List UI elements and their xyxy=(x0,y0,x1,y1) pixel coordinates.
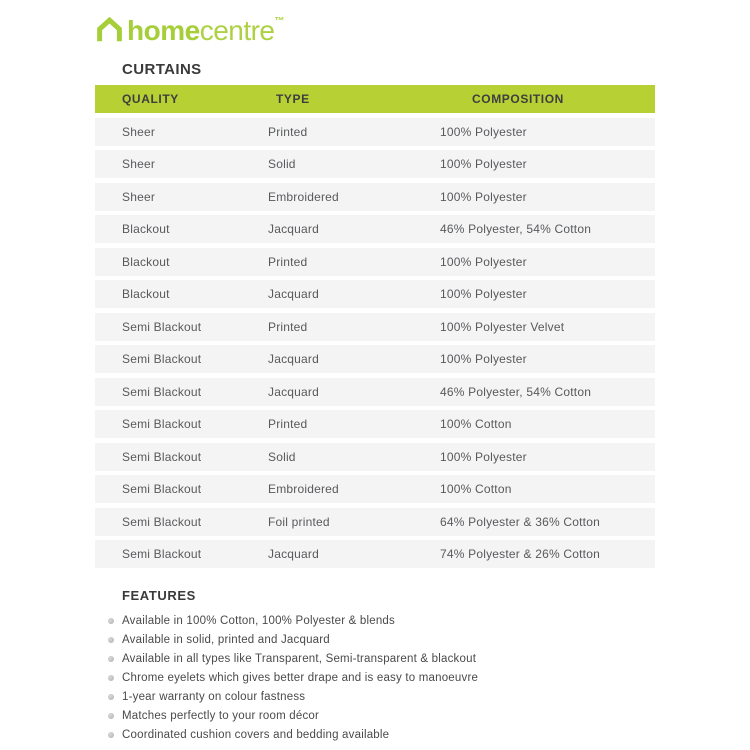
list-item xyxy=(95,631,655,650)
list-item xyxy=(95,688,655,707)
table-row xyxy=(95,183,655,211)
feature-text: Available in solid, printed and Jacquard xyxy=(122,634,330,646)
page-title: CURTAINS xyxy=(122,61,202,78)
cell-type: Jacquard xyxy=(268,352,319,366)
column-header-composition: COMPOSITION xyxy=(472,92,564,106)
cell-quality: Sheer xyxy=(122,124,156,139)
table-row xyxy=(95,345,655,373)
cell-type: Embroidered xyxy=(268,189,339,204)
cell-type: Jacquard xyxy=(268,547,319,561)
bullet-icon xyxy=(108,656,114,662)
bullet-icon xyxy=(108,675,114,681)
table-row xyxy=(95,508,655,536)
table-row xyxy=(95,410,655,438)
table-row xyxy=(95,280,655,308)
logo-text-home: home xyxy=(127,15,200,46)
cell-quality: Semi Blackout xyxy=(122,384,202,399)
bullet-icon xyxy=(108,732,114,738)
list-item xyxy=(95,650,655,669)
cell-type: Printed xyxy=(268,319,308,334)
bullet-icon xyxy=(108,618,114,624)
bullet-icon xyxy=(108,713,114,719)
table-row xyxy=(95,248,655,276)
table-row xyxy=(95,540,655,568)
cell-composition: 46% Polyester, 54% Cotton xyxy=(440,384,592,399)
cell-composition: 100% Cotton xyxy=(440,482,512,496)
cell-composition: 100% Polyester xyxy=(440,189,527,204)
list-item xyxy=(95,669,655,688)
cell-quality: Blackout xyxy=(122,287,170,301)
bullet-icon xyxy=(108,637,114,643)
list-item xyxy=(95,726,655,745)
cell-quality: Blackout xyxy=(122,254,170,269)
home-roof-icon xyxy=(96,17,127,45)
cell-quality: Semi Blackout xyxy=(122,319,202,334)
cell-composition: 100% Polyester xyxy=(440,449,527,464)
cell-type: Printed xyxy=(268,417,308,431)
cell-quality: Semi Blackout xyxy=(122,482,202,496)
list-item xyxy=(95,612,655,631)
cell-composition: 100% Polyester xyxy=(440,157,527,171)
table-row xyxy=(95,475,655,503)
logo-text-centre: centre xyxy=(199,15,275,46)
table-row xyxy=(95,313,655,341)
table-row xyxy=(95,118,655,146)
table-row xyxy=(95,378,655,406)
cell-type: Printed xyxy=(268,124,308,139)
cell-type: Solid xyxy=(268,157,296,171)
homecentre-logo xyxy=(96,15,285,45)
cell-quality: Semi Blackout xyxy=(122,449,202,464)
cell-type: Foil printed xyxy=(268,514,330,529)
cell-quality: Semi Blackout xyxy=(122,417,202,431)
table-header-row xyxy=(95,85,655,113)
cell-quality: Sheer xyxy=(122,157,156,171)
feature-text: Coordinated cushion covers and bedding available xyxy=(122,729,390,741)
cell-composition: 46% Polyester, 54% Cotton xyxy=(440,222,592,236)
cell-type: Jacquard xyxy=(268,287,319,301)
features-section xyxy=(95,588,655,745)
cell-quality: Semi Blackout xyxy=(122,547,202,561)
cell-composition: 100% Polyester xyxy=(440,124,527,139)
cell-composition: 100% Polyester xyxy=(440,352,527,366)
curtains-spec-table xyxy=(95,85,655,568)
cell-quality: Sheer xyxy=(122,189,156,204)
cell-composition: 100% Polyester xyxy=(440,287,527,301)
cell-type: Jacquard xyxy=(268,222,319,236)
cell-type: Jacquard xyxy=(268,384,319,399)
column-header-quality: QUALITY xyxy=(122,92,179,106)
list-item xyxy=(95,707,655,726)
cell-type: Printed xyxy=(268,254,308,269)
cell-composition: 100% Cotton xyxy=(440,417,512,431)
feature-text: Available in all types like Transparent, Semi-transparent & blackout xyxy=(122,653,477,665)
bullet-icon xyxy=(108,694,114,700)
cell-composition: 64% Polyester & 36% Cotton xyxy=(440,514,600,529)
feature-text: Available in 100% Cotton, 100% Polyester & blends xyxy=(122,615,395,627)
cell-composition: 100% Polyester xyxy=(440,254,527,269)
feature-text: 1-year warranty on colour fastness xyxy=(122,691,306,703)
cell-type: Embroidered xyxy=(268,482,339,496)
table-row xyxy=(95,150,655,178)
cell-composition: 100% Polyester Velvet xyxy=(440,319,565,334)
column-header-type: TYPE xyxy=(276,92,310,106)
feature-text: Matches perfectly to your room décor xyxy=(122,710,320,722)
feature-text: Chrome eyelets which gives better drape and is easy to manoeuvre xyxy=(122,672,479,684)
cell-type: Solid xyxy=(268,449,296,464)
table-row xyxy=(95,443,655,471)
cell-composition: 74% Polyester & 26% Cotton xyxy=(440,547,600,561)
features-title: FEATURES xyxy=(122,588,196,603)
cell-quality: Semi Blackout xyxy=(122,514,202,529)
cell-quality: Semi Blackout xyxy=(122,352,202,366)
trademark-symbol: ™ xyxy=(274,16,285,27)
table-row xyxy=(95,215,655,243)
cell-quality: Blackout xyxy=(122,222,170,236)
